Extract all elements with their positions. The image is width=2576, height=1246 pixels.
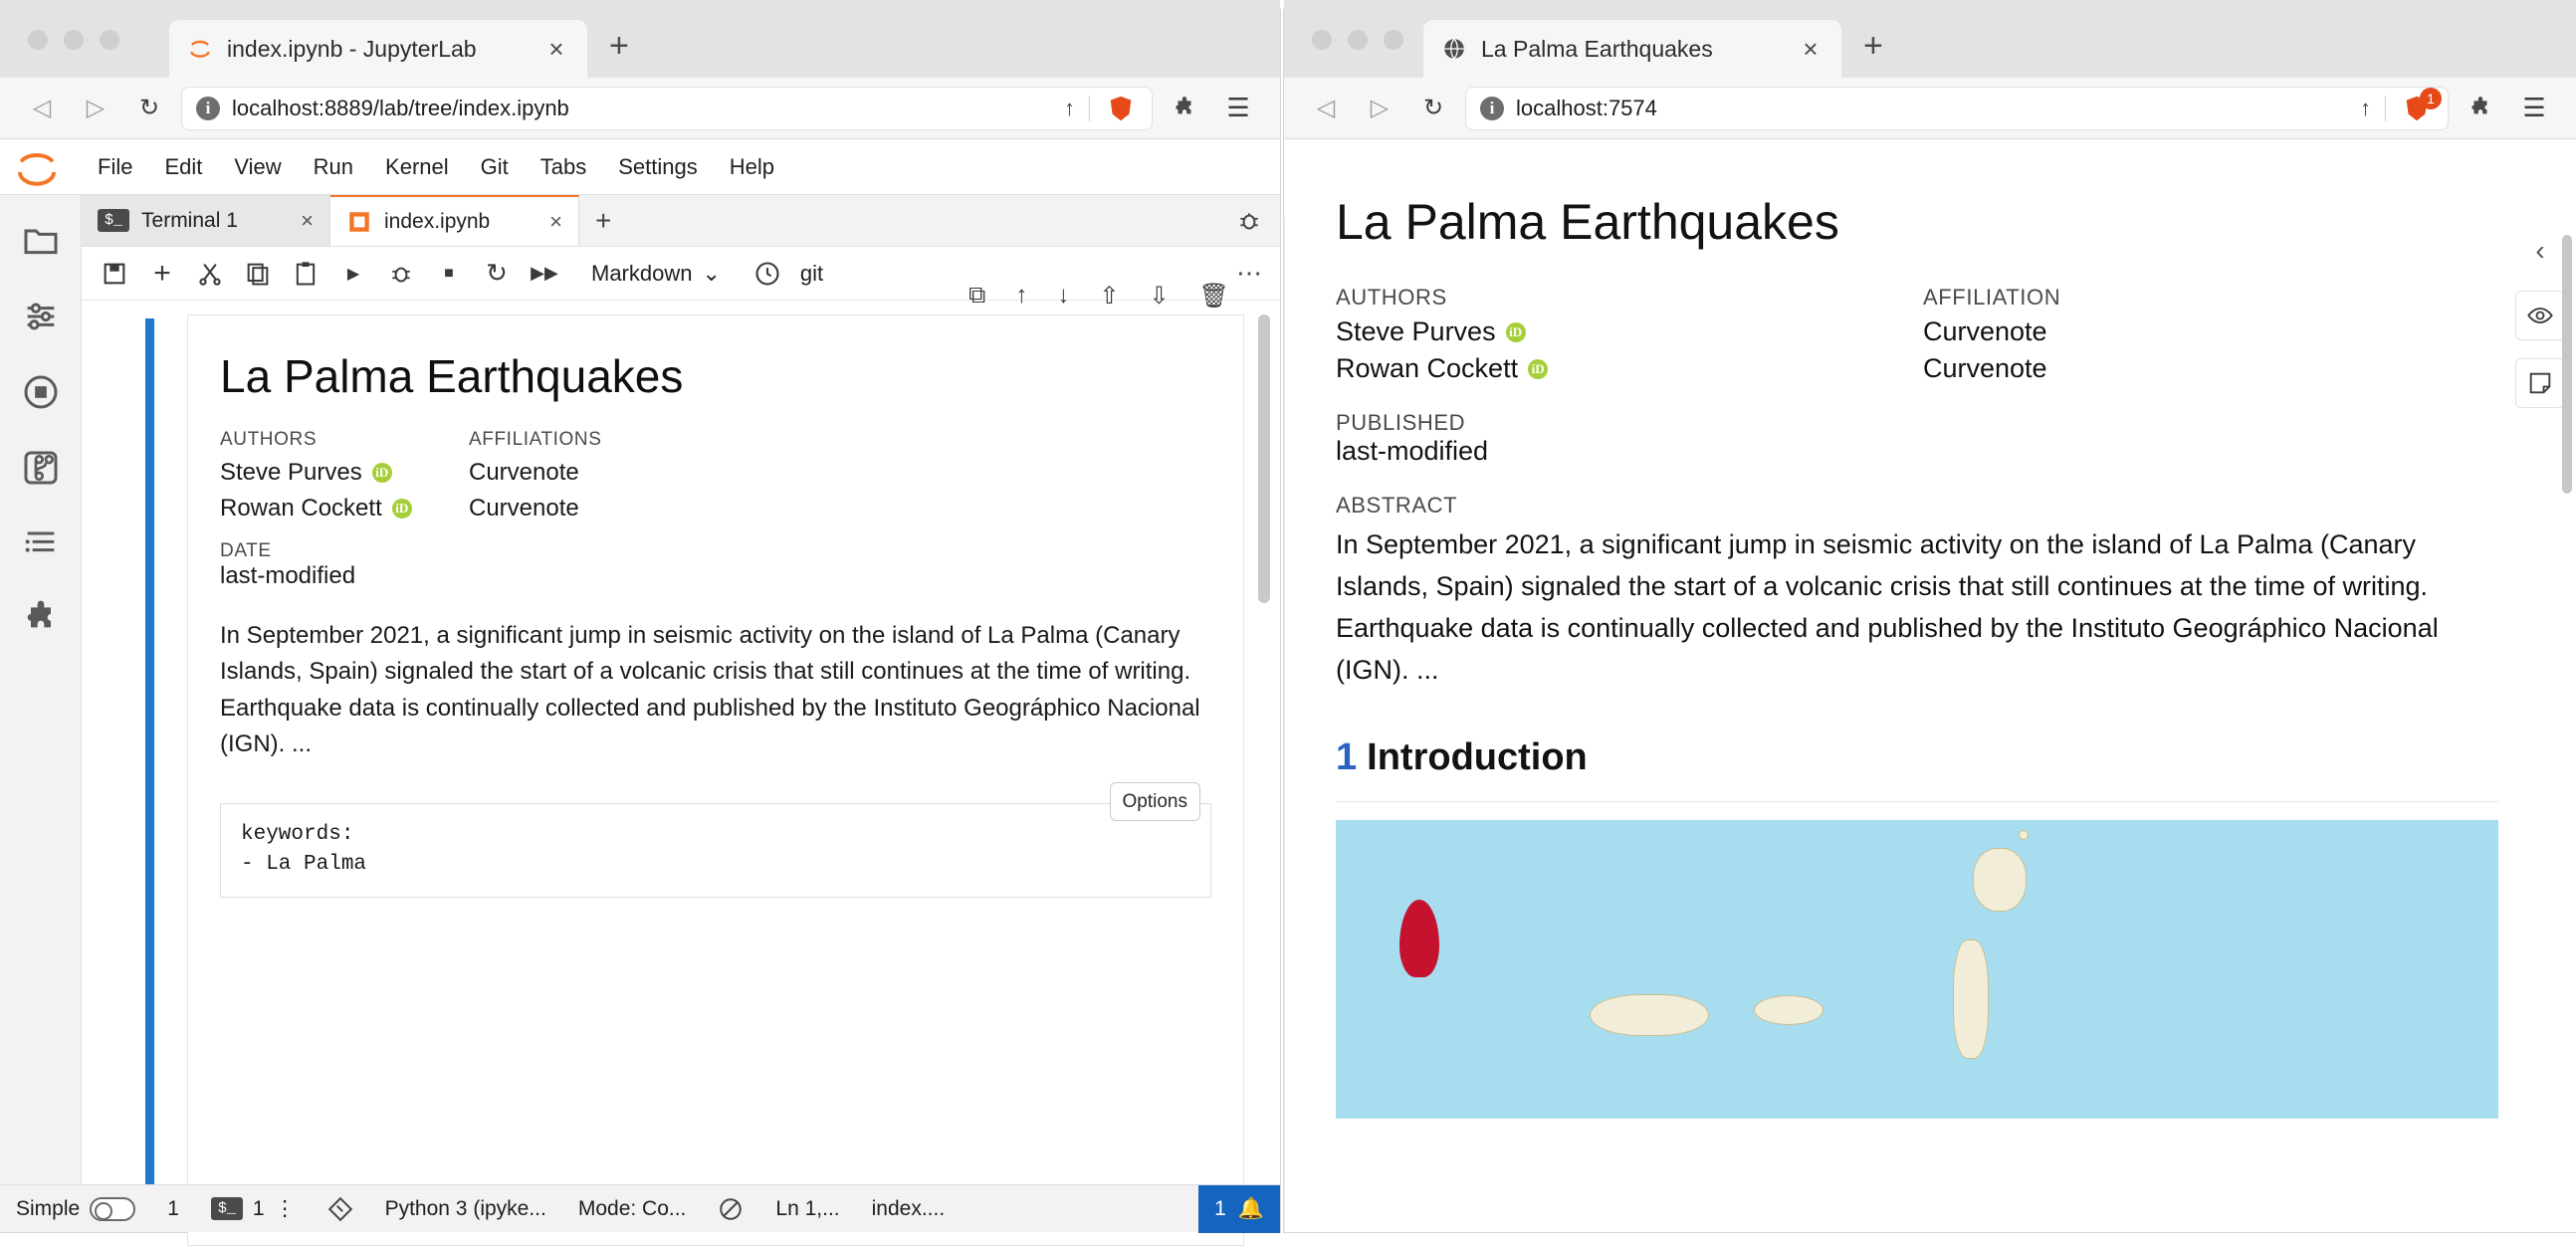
clock-icon[interactable] [752, 259, 782, 289]
doc-tab-label: Terminal 1 [141, 208, 238, 232]
share-icon[interactable]: ↑ [1064, 95, 1075, 120]
cut-icon[interactable] [195, 259, 225, 289]
simple-mode-toggle[interactable] [0, 1197, 151, 1221]
address-bar-url: localhost:7574 [1516, 95, 1657, 120]
kernel-status-icon[interactable] [702, 1196, 759, 1222]
minimize-window-button[interactable] [1348, 30, 1368, 50]
close-tab-button[interactable]: × [548, 34, 564, 64]
abstract-text: In September 2021, a significant jump in seismic activity on the island of La Palma (Canary Islands, Spain) signaled the start of a volcanic crisis that still continues at the time of writing. Earthquake data is continually collected and published by the Instituto Geográphico Nacional (IGN). ... [1336, 529, 2439, 685]
back-button[interactable]: ◁ [1316, 95, 1336, 121]
author-name-text: Steve Purves [1336, 316, 1496, 346]
published-label: PUBLISHED [1336, 410, 1466, 435]
jupyter-icon [187, 36, 213, 62]
frontmatter-code-block[interactable] [220, 790, 1211, 898]
simple-mode-label: Simple [16, 1196, 81, 1220]
globe-icon [1441, 36, 1467, 62]
notifications-button[interactable] [1198, 1185, 1280, 1233]
doc-tab-index-ipynb[interactable] [330, 195, 579, 246]
document-tabbar [82, 195, 1280, 247]
island-fuerteventura [1953, 939, 1989, 1059]
cursor-position[interactable]: Ln 1,... [775, 1196, 840, 1220]
jupyter-logo-icon [16, 147, 58, 189]
terminal-icon: $_ [98, 209, 129, 232]
author-name [1336, 353, 1923, 384]
add-document-tab-button[interactable]: + [595, 204, 612, 236]
paste-icon[interactable] [291, 259, 321, 289]
close-window-button[interactable] [28, 30, 48, 50]
window-controls-right[interactable] [1312, 30, 1403, 50]
affiliation-value: Curvenote [1923, 316, 2047, 346]
divider [2385, 96, 2386, 121]
git-toolbar-label[interactable]: git [799, 260, 824, 286]
notification-count: 1 [1214, 1196, 1226, 1220]
save-icon[interactable] [100, 259, 129, 289]
kernel-count[interactable]: 1 [167, 1196, 179, 1220]
doc-tab-terminal-1[interactable] [82, 195, 330, 246]
divider [1089, 96, 1090, 121]
date-value: last-modified [220, 562, 356, 589]
cell-type-value: Markdown [591, 260, 693, 286]
affiliation-value: Curvenote [469, 459, 579, 486]
new-tab-button[interactable]: + [609, 27, 629, 65]
eye-icon[interactable] [2515, 291, 2565, 340]
island-lanzarote [1973, 848, 2027, 912]
notebook-canvas [82, 282, 1280, 1232]
forward-button[interactable]: ▷ [86, 95, 106, 121]
kernel-stop-icon[interactable] [21, 372, 61, 412]
browser-window-preview [1284, 0, 2576, 1232]
author-name [1336, 316, 1923, 347]
island-la-palma [1399, 900, 1439, 977]
bell-icon: 🔔 [1237, 1196, 1264, 1220]
section-rule [1336, 801, 2498, 802]
jupyterlab-statusbar [0, 1184, 1280, 1232]
folder-icon[interactable] [21, 221, 61, 261]
extensions-icon[interactable] [2459, 87, 2502, 130]
author-name-text: Steve Purves [220, 459, 362, 486]
authors-label: AUTHORS [1336, 285, 1447, 310]
orcid-icon[interactable]: iD [372, 463, 392, 483]
cell-toolbar [968, 282, 1229, 311]
notebook-icon [346, 209, 372, 235]
cell-type-select[interactable] [591, 261, 721, 287]
close-doc-tab-button[interactable]: × [549, 208, 562, 234]
extensions-puzzle-icon[interactable] [21, 599, 61, 639]
page-scrollbar[interactable] [2562, 235, 2572, 494]
delete-cell-icon[interactable]: 🗑 [1198, 283, 1229, 310]
close-doc-tab-button[interactable]: × [301, 207, 314, 233]
address-bar-actions [1064, 92, 1138, 125]
affiliation-value: Curvenote [469, 495, 579, 521]
share-icon[interactable]: ↑ [2360, 95, 2371, 120]
article-metadata [1336, 285, 2498, 384]
git-status-icon[interactable] [312, 1196, 369, 1222]
insert-above-icon[interactable]: ⇧ [1099, 283, 1120, 310]
reload-button[interactable]: ↻ [138, 95, 160, 121]
git-branch-icon[interactable] [21, 448, 61, 488]
menu-kernel[interactable]: Kernel [385, 153, 449, 179]
section-heading-introduction [1336, 736, 2498, 779]
chevron-down-icon: ⌄ [702, 260, 721, 286]
affiliation-label: AFFILIATION [1923, 285, 2061, 310]
copy-icon[interactable] [243, 259, 273, 289]
figure-canary-islands-map [1336, 820, 2498, 1119]
toolbar-overflow-button[interactable]: ⋯ [1236, 258, 1262, 288]
close-window-button[interactable] [1312, 30, 1332, 50]
site-info-icon[interactable]: i [1480, 97, 1504, 120]
notebook-mode[interactable]: Mode: Co... [577, 1196, 687, 1220]
document-title: La Palma Earthquakes [220, 350, 684, 402]
brave-shields-icon[interactable] [1104, 92, 1138, 125]
abstract-label: ABSTRACT [1336, 493, 1458, 518]
restart-kernel-icon[interactable]: ↻ [486, 258, 508, 288]
settings-sliders-icon[interactable] [21, 297, 61, 336]
current-file[interactable]: index.... [871, 1196, 946, 1220]
code-line: - La Palma [241, 853, 367, 877]
address-bar[interactable] [181, 87, 1153, 130]
spacer [220, 522, 1211, 540]
browser-menu-button[interactable]: ☰ [1226, 93, 1250, 122]
address-bar-actions [2360, 92, 2434, 125]
published-value: last-modified [1336, 436, 1489, 466]
options-button[interactable]: Options [1110, 782, 1200, 822]
terminal-count: 1 [252, 1196, 265, 1220]
menu-git[interactable]: Git [480, 153, 509, 179]
new-tab-button[interactable]: + [1863, 27, 1883, 65]
page-title: La Palma Earthquakes [1336, 194, 1839, 250]
menu-run[interactable]: Run [313, 153, 354, 179]
author-name-text: Rowan Cockett [220, 495, 382, 521]
jupyterlab-body [0, 195, 1280, 1232]
address-bar[interactable] [1465, 87, 2449, 130]
forward-button[interactable]: ▷ [1370, 95, 1390, 121]
browser-toolbar-right [1284, 78, 2576, 139]
jupyterlab-left-sidebar [0, 195, 82, 1232]
section-title: Introduction [1367, 736, 1588, 779]
rendered-article [1284, 139, 2576, 1232]
section-number: 1 [1336, 736, 1358, 779]
menu-help[interactable]: Help [729, 153, 774, 179]
terminal-icon: $_ [211, 1197, 243, 1220]
menu-settings[interactable]: Settings [618, 153, 698, 179]
maximize-window-button[interactable] [100, 30, 119, 50]
jupyterlab-main-area [82, 195, 1280, 1232]
collapse-panel-button[interactable]: ‹ [2535, 235, 2545, 266]
stop-kernel-icon[interactable]: ■ [444, 264, 454, 282]
authors-label: AUTHORS [220, 429, 318, 450]
orcid-icon[interactable]: iD [1506, 322, 1526, 342]
kernel-name[interactable]: Python 3 (ipyke... [384, 1196, 546, 1220]
minimize-window-button[interactable] [64, 30, 84, 50]
reload-button[interactable]: ↻ [1422, 95, 1444, 121]
jupyterlab-menubar [0, 139, 1280, 195]
notebook-scrollbar[interactable] [1258, 314, 1270, 603]
content-left-rule [1284, 217, 1285, 1232]
islet [2019, 830, 2029, 840]
titlebar-left [0, 0, 1280, 78]
orcid-icon[interactable]: iD [392, 499, 412, 519]
browser-toolbar-left [0, 78, 1280, 139]
close-tab-button[interactable]: × [1803, 34, 1819, 64]
orcid-icon[interactable]: iD [1528, 359, 1548, 379]
date-label: DATE [220, 540, 272, 561]
island-tenerife [1590, 994, 1709, 1036]
author-name [220, 495, 469, 522]
author-name [220, 459, 469, 487]
insert-below-icon[interactable]: ⇩ [1149, 283, 1170, 310]
abstract-paragraph: In September 2021, a significant jump in seismic activity on the island of La Palma (Canary Islands, Spain) signaled the start of a volcanic crisis that still continues at the time of writing. Earthquake data is continually collected and published by the Instituto Geográphico Nacional (IGN). ... [220, 622, 1200, 758]
toggle-switch[interactable] [90, 1197, 135, 1221]
brave-shields-icon[interactable] [2400, 92, 2434, 125]
browser-tab-title: La Palma Earthquakes [1481, 35, 1713, 62]
terminal-status[interactable] [195, 1196, 312, 1221]
notebook-cell-markdown[interactable] [187, 282, 1244, 1246]
divider-dots: ⋮ [274, 1197, 296, 1220]
extensions-icon[interactable] [1163, 87, 1206, 130]
doc-tab-label: index.ipynb [384, 209, 491, 233]
island-gran-canaria [1754, 995, 1824, 1025]
spacer [1336, 384, 2498, 410]
affiliations-label: AFFILIATIONS [469, 429, 602, 450]
code-line: keywords: [241, 822, 354, 846]
shields-badge-count: 1 [2420, 88, 2442, 109]
run-cell-icon[interactable]: ▶ [346, 265, 360, 283]
window-controls-left[interactable] [28, 30, 119, 50]
spacer [1336, 467, 2498, 493]
site-info-icon[interactable]: i [196, 97, 220, 120]
menu-file[interactable]: File [98, 153, 133, 179]
notes-icon[interactable] [2515, 358, 2565, 408]
maximize-window-button[interactable] [1384, 30, 1403, 50]
insert-cell-icon[interactable]: + [153, 256, 171, 290]
move-up-icon[interactable]: ↑ [1015, 282, 1028, 309]
menu-tabs[interactable]: Tabs [539, 153, 587, 179]
titlebar-right [1284, 0, 2576, 78]
restart-run-all-icon[interactable]: ▶▶ [531, 263, 558, 283]
toc-list-icon[interactable] [21, 523, 61, 563]
menu-view[interactable]: View [234, 153, 282, 179]
browser-tab-title: index.ipynb - JupyterLab [227, 35, 477, 62]
author-name-text: Rowan Cockett [1336, 353, 1519, 383]
affiliation-value: Curvenote [1923, 353, 2047, 383]
active-cell-indicator [145, 318, 154, 1232]
browser-window-jupyterlab [0, 0, 1280, 1232]
debug-icon[interactable] [386, 259, 416, 289]
browser-tab-la-palma[interactable] [1423, 20, 1841, 78]
browser-tab-jupyterlab[interactable] [169, 20, 587, 78]
browser-menu-button[interactable]: ☰ [2522, 93, 2546, 122]
notebook-metadata [220, 429, 1211, 522]
back-button[interactable]: ◁ [32, 95, 52, 121]
duplicate-icon[interactable]: ⧉ [968, 282, 986, 309]
debugger-icon[interactable] [1218, 195, 1280, 246]
move-down-icon[interactable]: ↓ [1057, 282, 1070, 309]
menu-edit[interactable]: Edit [164, 153, 203, 179]
address-bar-url: localhost:8889/lab/tree/index.ipynb [232, 95, 569, 120]
